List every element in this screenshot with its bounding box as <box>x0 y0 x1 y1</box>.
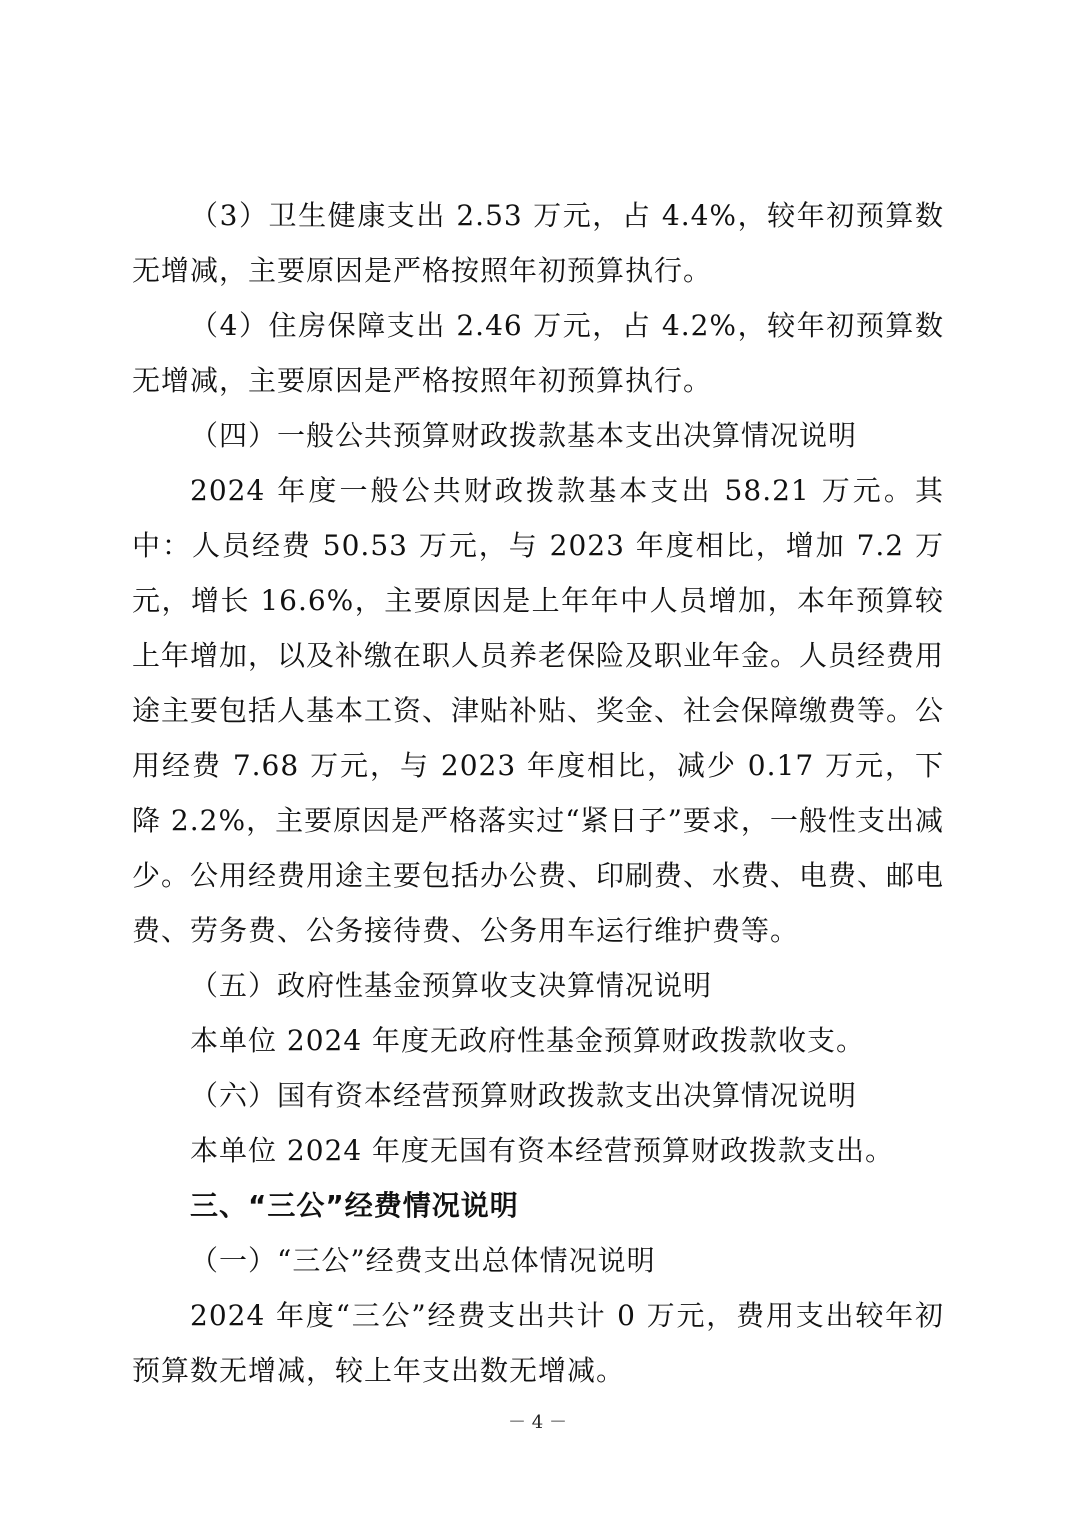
section-5-heading: （五）政府性基金预算收支决算情况说明 <box>190 969 713 1002</box>
basic-expenditure-paragraph: 2024 年度一般公共财政拨款基本支出 58.21 万元。其中：人员经费 50.53 万元，与 2023 年度相比，增加 7.2 万元，增长 16.6%，主要原因是上年年中人员增加，本年预算较上年增加，以及补缴在职人员养老保险及职业年金。人员经费用途主要包括人基本工资、津贴补贴、奖金、社会保障缴费等。公用经费 7.68 万元，与 2023 年度相比，减少 0.17 万元，下降 2.2%，主要原因是严格落实过“紧日子”要求，一般性支出减少。公用经费用途主要包括办公费、印刷费、水费、电费、邮电费、劳务费、公务接待费、公务用车运行维护费等。 <box>132 474 945 947</box>
document-page <box>132 188 944 1398</box>
item-housing-expense: （4）住房保障支出 2.46 万元，占 4.2%，较年初预算数无增减，主要原因是严格按照年初预算执行。 <box>132 309 944 397</box>
section-4-heading: （四）一般公共预算财政拨款基本支出决算情况说明 <box>190 419 858 452</box>
part-3-heading: 三、“三公”经费情况说明 <box>190 1189 519 1222</box>
section-6-heading: （六）国有资本经营预算财政拨款支出决算情况说明 <box>190 1079 858 1112</box>
part-3-sub-1-paragraph: 2024 年度“三公”经费支出共计 0 万元，费用支出较年初预算数无增减，较上年支出数无增减。 <box>132 1299 944 1387</box>
section-6-paragraph: 本单位 2024 年度无国有资本经营预算财政拨款支出。 <box>190 1134 895 1167</box>
page-number: － 4 － <box>508 1412 567 1433</box>
section-5-paragraph: 本单位 2024 年度无政府性基金预算财政拨款收支。 <box>190 1024 866 1057</box>
part-3-sub-1-heading: （一）“三公”经费支出总体情况说明 <box>190 1244 656 1277</box>
item-health-expense: （3）卫生健康支出 2.53 万元，占 4.4%，较年初预算数无增减，主要原因是严格按照年初预算执行。 <box>132 199 944 287</box>
